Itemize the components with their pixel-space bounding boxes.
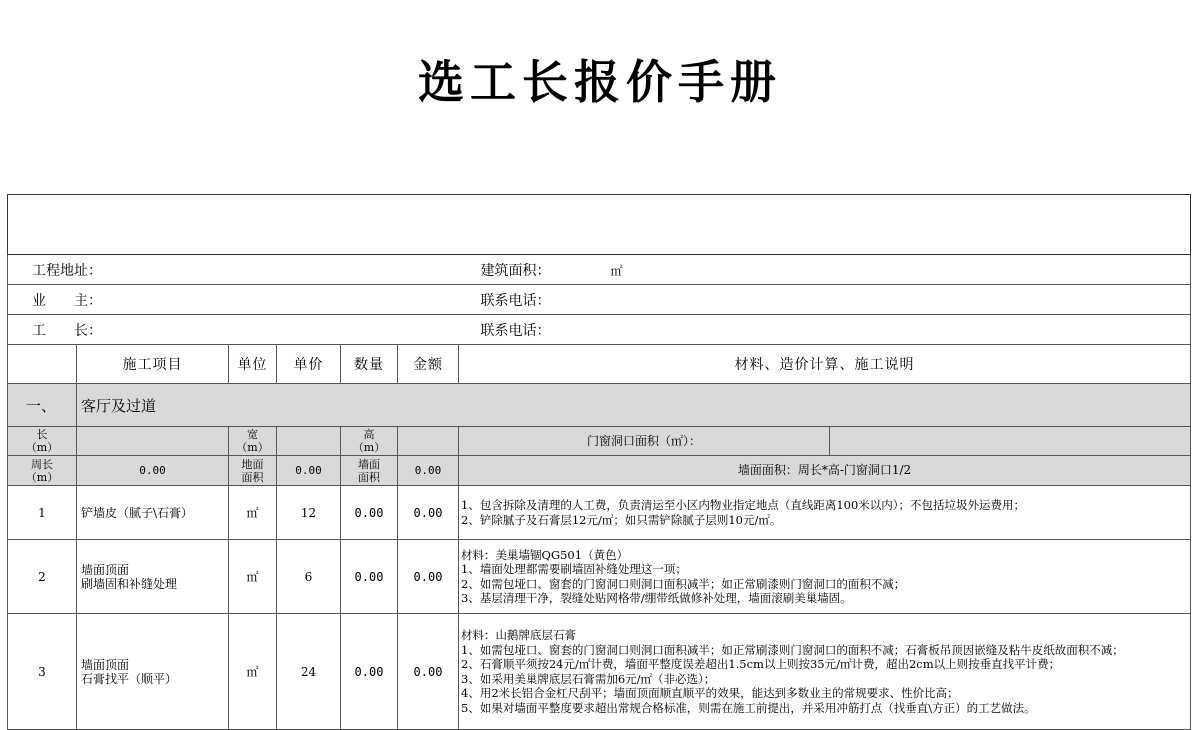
note-line: 2、石膏顺平须按24元/㎡计费，墙面平整度误差超出1.5cm以上则按35元/㎡计费，超出2cm以上则按垂直找平计费； bbox=[461, 657, 1061, 671]
floor-area-value[interactable]: 0.00 bbox=[277, 456, 341, 486]
section-name[interactable]: 客厅及过道 bbox=[77, 384, 1191, 427]
multiline-text: 周长 （m） bbox=[25, 457, 59, 484]
table-row bbox=[8, 614, 1191, 730]
item-price[interactable]: 24 bbox=[277, 614, 341, 730]
document-title: 选工长报价手册 bbox=[418, 55, 782, 109]
perimeter-label[interactable] bbox=[8, 456, 77, 486]
note-line: 1、包含拆除及清理的人工费，负责清运至小区内物业指定地点（直线距离100米以内）；不包括垃圾外运费用； bbox=[461, 498, 1026, 512]
opening-area-input[interactable] bbox=[830, 427, 1191, 456]
item-no[interactable]: 3 bbox=[8, 614, 77, 730]
note-line: 1、墙面处理都需要刷墙固补缝处理这一项； bbox=[461, 562, 687, 576]
multiline-text: 高 （m） bbox=[352, 428, 386, 454]
header-amount[interactable]: 金额 bbox=[398, 345, 459, 384]
item-notes[interactable] bbox=[459, 540, 1191, 614]
multiline-text: 地面 面积 bbox=[241, 457, 264, 484]
height-input[interactable] bbox=[398, 427, 459, 456]
header-unit[interactable]: 单位 bbox=[229, 345, 277, 384]
opening-area-label[interactable]: 门窗洞口面积（㎡）： bbox=[459, 427, 830, 456]
foreman-phone-label[interactable]: 联系电话： bbox=[459, 315, 1191, 345]
multiline-text: 墙面顶面 刷墙固和补缝处理 bbox=[81, 562, 178, 591]
note-line: 1、如需包垭口、窗套的门窗洞口则洞口面积减半；如正常刷漆则门窗洞口的面积不减；石膏板吊顶因嵌缝及粘牛皮纸故面积不减； bbox=[461, 642, 1124, 657]
item-notes[interactable] bbox=[459, 614, 1191, 730]
length-label[interactable] bbox=[8, 427, 77, 456]
area-unit: ㎡ bbox=[610, 263, 623, 278]
length-input[interactable] bbox=[77, 427, 229, 456]
wall-area-label[interactable] bbox=[341, 456, 398, 486]
info-row-foreman bbox=[8, 315, 1191, 345]
address-label[interactable]: 工程地址： bbox=[8, 255, 459, 285]
note-line: 4、用2米长铝合金杠尺刮平；墙面顶面顺直顺平的效果，能达到多数业主的常规要求、性价比高； bbox=[461, 686, 959, 700]
note-line: 材料：山鹅牌底层石膏 bbox=[461, 628, 576, 642]
note-line: 2、铲除腻子及石膏层12元/㎡；如只需铲除腻子层则10元/㎡。 bbox=[461, 512, 782, 527]
area-cell[interactable] bbox=[459, 255, 1191, 285]
multiline-text: 宽 （m） bbox=[236, 428, 269, 454]
wall-area-formula[interactable]: 墙面面积：周长*高-门窗洞口1/2 bbox=[459, 456, 1191, 486]
item-qty[interactable]: 0.00 bbox=[341, 540, 398, 614]
item-amount[interactable]: 0.00 bbox=[398, 486, 459, 540]
table-row bbox=[8, 486, 1191, 540]
item-name[interactable] bbox=[77, 486, 229, 540]
banner-cell[interactable] bbox=[8, 195, 1191, 255]
item-qty[interactable]: 0.00 bbox=[341, 614, 398, 730]
item-qty[interactable]: 0.00 bbox=[341, 486, 398, 540]
item-price[interactable]: 12 bbox=[277, 486, 341, 540]
note-line: 3、如采用美巢牌底层石膏需加6元/㎡（非必选）； bbox=[461, 671, 716, 686]
quote-sheet bbox=[7, 194, 1191, 730]
section-number[interactable]: 一、 bbox=[8, 384, 77, 427]
table-row bbox=[8, 540, 1191, 614]
note-line: 5、如果对墙面平整度要求超出常规合格标准，则需在施工前提出，并采用冲筋打点（找垂直\方正）的工艺做法。 bbox=[461, 700, 1036, 715]
item-unit[interactable]: ㎡ bbox=[229, 540, 277, 614]
item-name[interactable] bbox=[77, 540, 229, 614]
header-notes[interactable]: 材料、造价计算、施工说明 bbox=[459, 345, 1191, 384]
perimeter-value[interactable]: 0.00 bbox=[77, 456, 229, 486]
area-calc-row bbox=[8, 456, 1191, 486]
multiline-text: 长 （m） bbox=[25, 428, 59, 454]
note-line: 材料：美巢墙锢QG501（黄色） bbox=[461, 547, 629, 562]
info-row-owner bbox=[8, 285, 1191, 315]
item-no[interactable]: 1 bbox=[8, 486, 77, 540]
owner-label[interactable]: 业 主： bbox=[8, 285, 459, 315]
multiline-text: 铲墙皮（腻子\石膏） bbox=[81, 505, 194, 520]
header-row bbox=[8, 345, 1191, 384]
multiline-text: 墙面顶面 石膏找平（顺平） bbox=[81, 657, 178, 686]
note-line: 3、基层清理干净，裂缝处贴网格带/绷带纸做修补处理，墙面滚刷美巢墙固。 bbox=[461, 591, 852, 605]
wall-area-value[interactable]: 0.00 bbox=[398, 456, 459, 486]
header-item[interactable]: 施工项目 bbox=[77, 345, 229, 384]
dimension-row bbox=[8, 427, 1191, 456]
header-qty[interactable]: 数量 bbox=[341, 345, 398, 384]
item-name[interactable] bbox=[77, 614, 229, 730]
item-price[interactable]: 6 bbox=[277, 540, 341, 614]
height-label[interactable] bbox=[341, 427, 398, 456]
item-unit[interactable]: ㎡ bbox=[229, 486, 277, 540]
note-line: 2、如需包垭口、窗套的门窗洞口则洞口面积减半；如正常刷漆则门窗洞口的面积不减； bbox=[461, 576, 906, 591]
item-unit[interactable]: ㎡ bbox=[229, 614, 277, 730]
header-price[interactable]: 单价 bbox=[277, 345, 341, 384]
banner-row bbox=[8, 195, 1191, 255]
width-input[interactable] bbox=[277, 427, 341, 456]
item-no[interactable]: 2 bbox=[8, 540, 77, 614]
width-label[interactable] bbox=[229, 427, 277, 456]
owner-phone-label[interactable]: 联系电话： bbox=[459, 285, 1191, 315]
item-amount[interactable]: 0.00 bbox=[398, 540, 459, 614]
area-label: 建筑面积： bbox=[480, 262, 551, 279]
floor-area-label[interactable] bbox=[229, 456, 277, 486]
section-row bbox=[8, 384, 1191, 427]
item-amount[interactable]: 0.00 bbox=[398, 614, 459, 730]
info-row-address bbox=[8, 255, 1191, 285]
multiline-text: 墙面 面积 bbox=[358, 457, 380, 484]
foreman-label[interactable]: 工 长： bbox=[8, 315, 459, 345]
item-notes[interactable] bbox=[459, 486, 1191, 540]
header-no[interactable] bbox=[8, 345, 77, 384]
